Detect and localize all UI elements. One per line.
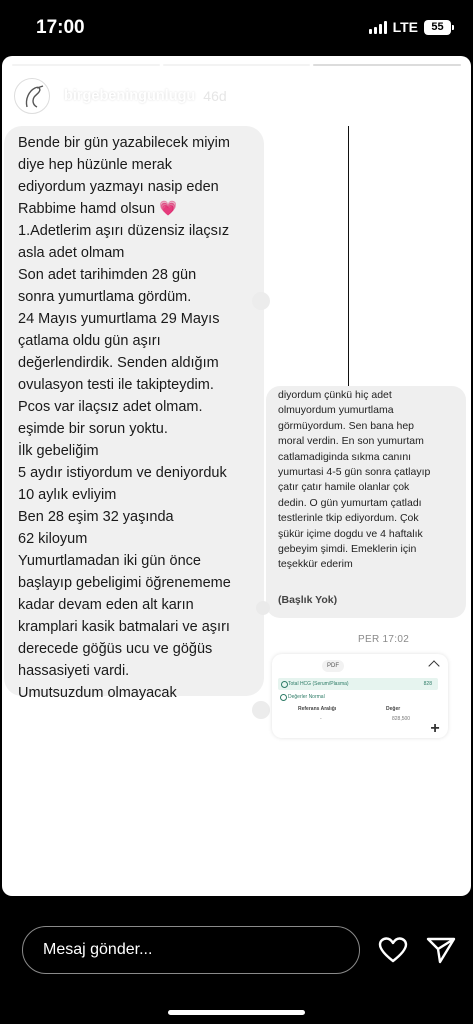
avatar[interactable] <box>14 78 50 114</box>
message-timestamp: PER 17:02 <box>358 634 410 645</box>
chat-bubble-left <box>4 126 264 701</box>
email-subject: (Başlık Yok) <box>278 594 338 606</box>
heart-icon[interactable] <box>378 936 408 964</box>
story-time-ago: 46d <box>203 88 227 104</box>
hcg-test-name: Total HCG (Serum/Plasma) <box>288 681 349 687</box>
normal-values-label: Değerler Normal <box>288 694 325 700</box>
network-label: LTE <box>392 19 418 35</box>
story-card[interactable] <box>2 56 471 896</box>
status-bar <box>0 0 473 56</box>
signal-icon <box>369 21 387 34</box>
plus-icon[interactable]: + <box>430 720 440 737</box>
left-message-text: Bende bir gün yazabilecek miyim diye hep hüzünle merak ediyordum yazmayı nasip eden Rabbime hamd olsun 💗 1.Adetlerim aşırı düzensiz ilaçsız asla adet olmam Son adet tarihimden 28 gün sonra yumurtlama gördüm. 24 Mayıs yumurtlama 29 Mayıs çatlama oldu gün aşırı değerlendirdik. Senden aldığım ovulasyon testi ile takipteydim. Pcos var ilaçsız adet olmam. eşimde bir sorun yoktu. İlk gebeliğim 5 aydır istiyordum ve deniyorduk 10 aylık evliyim Ben 28 eşim 32 yaşında 62 kiloyum Yumurtlamadan iki gün önce başlayıp gebeligimi öğrenememe kadar devam eden alt karın kramplari kasik batmalari ve aşırı derecede göğüs ucu ve göğüs hassasiyeti vardi. Umutsuzdum olmayacak <box>18 135 231 701</box>
message-input[interactable]: Mesaj gönder... <box>22 926 360 974</box>
chat-bubble-right <box>266 386 466 618</box>
battery-icon: 55 <box>424 20 451 35</box>
pdf-attachment[interactable] <box>272 654 448 738</box>
story-username[interactable]: birgebeningunlugu <box>64 88 196 104</box>
value-cell: 828,500 <box>392 716 411 722</box>
hcg-test-value: 828 <box>423 681 432 687</box>
bubble-dot <box>252 701 270 719</box>
home-indicator <box>168 1010 305 1015</box>
divider-line <box>348 126 349 392</box>
close-icon[interactable] <box>435 80 463 108</box>
pdf-label: PDF <box>322 660 344 672</box>
bubble-dot <box>256 601 270 615</box>
status-time: 17:00 <box>36 17 85 38</box>
value-header: Değer <box>386 706 401 712</box>
chevron-up-icon[interactable] <box>428 660 439 671</box>
bubble-dot <box>252 292 270 310</box>
pdf-header <box>272 654 448 674</box>
more-options-icon[interactable] <box>385 84 409 104</box>
send-icon[interactable] <box>426 936 456 964</box>
progress-segment <box>313 64 461 66</box>
status-indicators <box>369 19 451 35</box>
progress-segment <box>12 64 160 66</box>
progress-segment <box>163 64 311 66</box>
bottom-bar <box>0 896 473 1024</box>
hcg-result-row <box>278 678 438 690</box>
reference-range-value: - <box>320 716 322 722</box>
story-header <box>14 76 227 116</box>
right-message-text: diyordum çünkü hiç adet olmuyordum yumurtlama görmüyordum. Sen bana hep moral verdin. En son yumurtam catlamadiginda sıkma canını yumurtasi 4-5 gün sonra çatlayıp çatır çatır hamile olanlar çok dedin. O gün yumurtam çatladı testlerinle tkip ediyordum. Çok şükür içime dogdu ve 4 haftalık gebeyim şimdi. Emeklerin için teşekkür ederim <box>278 389 431 571</box>
story-progress-bar <box>12 64 461 66</box>
reference-range-header: Referans Aralığı <box>298 706 337 712</box>
